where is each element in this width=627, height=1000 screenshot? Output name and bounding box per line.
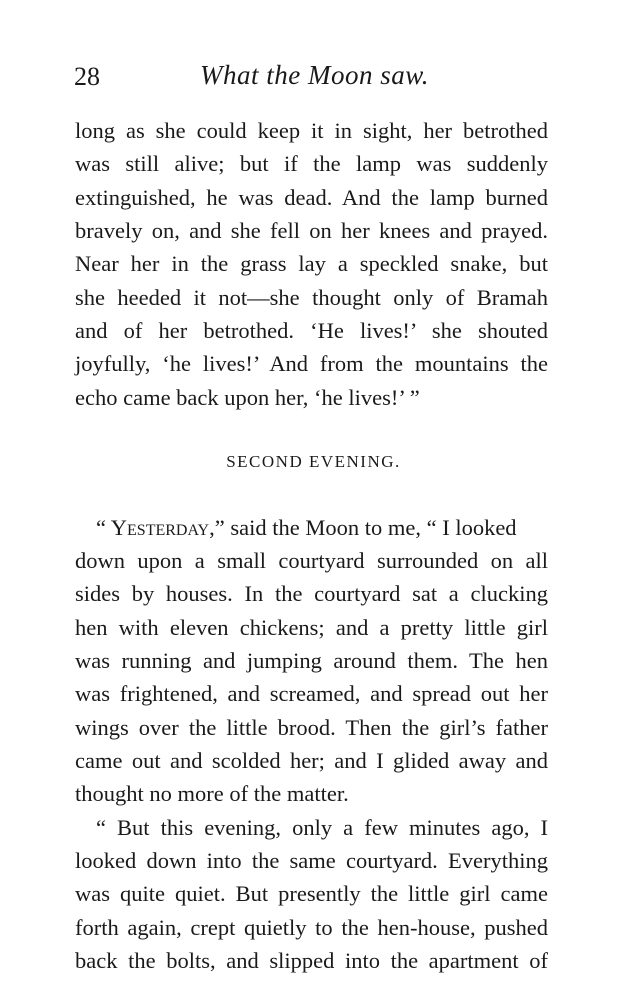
text-line: and of her betrothed. ‘He lives!’ she shouted bbox=[75, 318, 548, 343]
text-line: forth again, crept quietly to the hen-house, pushed bbox=[75, 915, 548, 940]
text-line: thought no more of the matter. bbox=[75, 781, 349, 806]
text-line: looked down into the same courtyard. Everything bbox=[75, 848, 548, 873]
text-line: down upon a small courtyard surrounded on all bbox=[75, 548, 548, 573]
text-span: said the Moon to me, “ I looked bbox=[224, 515, 517, 540]
text-line: back the bolts, and slipped into the apartment of bbox=[75, 948, 548, 973]
page-number: 28 bbox=[74, 62, 100, 91]
opening-word: “ Yesterday,” bbox=[96, 515, 225, 540]
text-line: was still alive; but if the lamp was suddenly bbox=[75, 151, 548, 176]
text-line: wings over the little brood. Then the girl’s father bbox=[75, 715, 548, 740]
text-line: bravely on, and she fell on her knees and prayed. bbox=[75, 218, 548, 243]
text-line: was quite quiet. But presently the little girl came bbox=[75, 881, 548, 906]
text-line: long as she could keep it in sight, her betrothed bbox=[75, 118, 548, 143]
text-line: Near her in the grass lay a speckled snake, but bbox=[75, 251, 548, 276]
text-line bbox=[96, 513, 548, 543]
section-heading: SECOND EVENING. bbox=[226, 452, 401, 471]
text-line: extinguished, he was dead. And the lamp burned bbox=[75, 185, 548, 210]
text-line: sides by houses. In the courtyard sat a clucking bbox=[75, 581, 548, 606]
text-line: was running and jumping around them. The hen bbox=[75, 648, 548, 673]
text-line: echo came back upon her, ‘he lives!’ ” bbox=[75, 385, 420, 410]
text-line: came out and scolded her; and I glided away and bbox=[75, 748, 548, 773]
running-title: What the Moon saw. bbox=[200, 60, 429, 90]
text-line: joyfully, ‘he lives!’ And from the mountains the bbox=[75, 351, 548, 376]
text-line: she heeded it not—she thought only of Bramah bbox=[75, 285, 548, 310]
text-line: was frightened, and screamed, and spread out her bbox=[75, 681, 548, 706]
text-line: hen with eleven chickens; and a pretty little girl bbox=[75, 615, 548, 640]
text-line: “ But this evening, only a few minutes ago, I bbox=[96, 815, 548, 840]
